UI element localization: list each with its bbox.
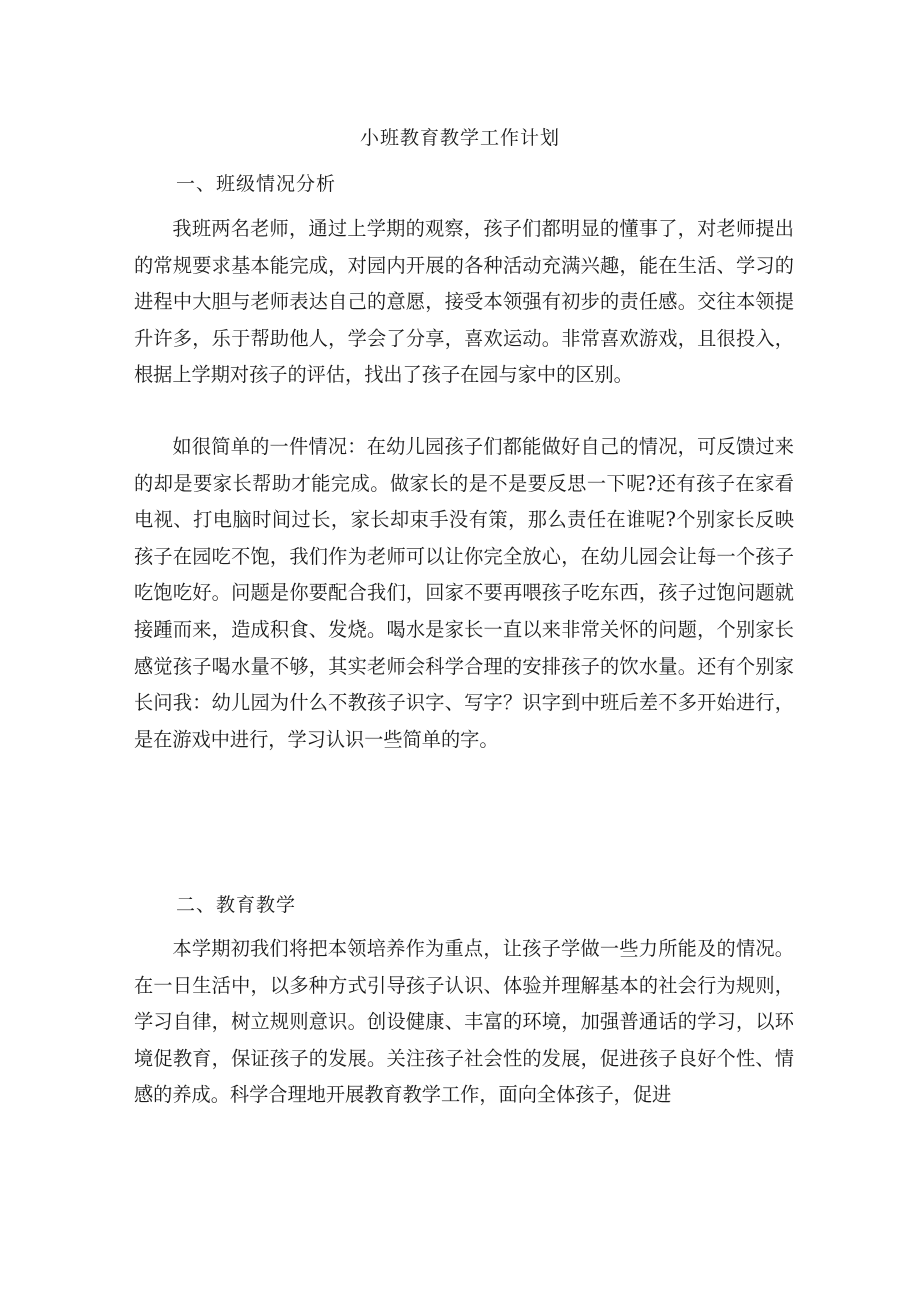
- paragraph-class-overview: 我班两名老师，通过上学期的观察，孩子们都明显的懂事了，对老师提出的常规要求基本能完成，对园内开展的各种活动充满兴趣，能在生活、学习的进程中大胆与老师表达自己的意愿，接受本领强有初步的责任感。交往本领提升许多，乐于帮助他人，学会了分享，喜欢运动。非常喜欢游戏，且很投入，根据上学期对孩子的评估，找出了孩子在园与家中的区别。: [134, 217, 794, 387]
- paragraph-teaching-plan: 本学期初我们将把本领培养作为重点，让孩子学做一些力所能及的情况。在一日生活中，以多种方式引导孩子认识、体验并理解基本的社会行为规则，学习自律，树立规则意识。创设健康、丰富的环境，加强普通话的学习，以环境促教育，保证孩子的发展。关注孩子社会性的发展，促进孩子良好个性、情感的养成。科学合理地开展教育教学工作，面向全体孩子，促进: [134, 937, 794, 1107]
- document-title: 小班教育教学工作计划: [359, 127, 560, 149]
- section-heading-class-analysis: 一、班级情况分析: [176, 173, 337, 195]
- paragraph-parent-issues: 如很简单的一件情况：在幼儿园孩子们都能做好自己的情况，可反馈过来的却是要家长帮助才能完成。做家长的是不是要反思一下呢?还有孩子在家看电视、打电脑时间过长，家长却束手没有策，那么责任在谁呢?个别家长反映孩子在园吃不饱，我们作为老师可以让你完全放心，在幼儿园会让每一个孩子吃饱吃好。问题是你要配合我们，回家不要再喂孩子吃东西，孩子过饱问题就接踵而来，造成积食、发烧。喝水是家长一直以来非常关怀的问题，个别家长感觉孩子喝水量不够，其实老师会科学合理的安排孩子的饮水量。还有个别家长问我：幼儿园为什么不教孩子识字、写字？识字到中班后差不多开始进行，是在游戏中进行，学习认识一些简单的字。: [134, 435, 794, 751]
- section-heading-teaching: 二、教育教学: [176, 894, 297, 916]
